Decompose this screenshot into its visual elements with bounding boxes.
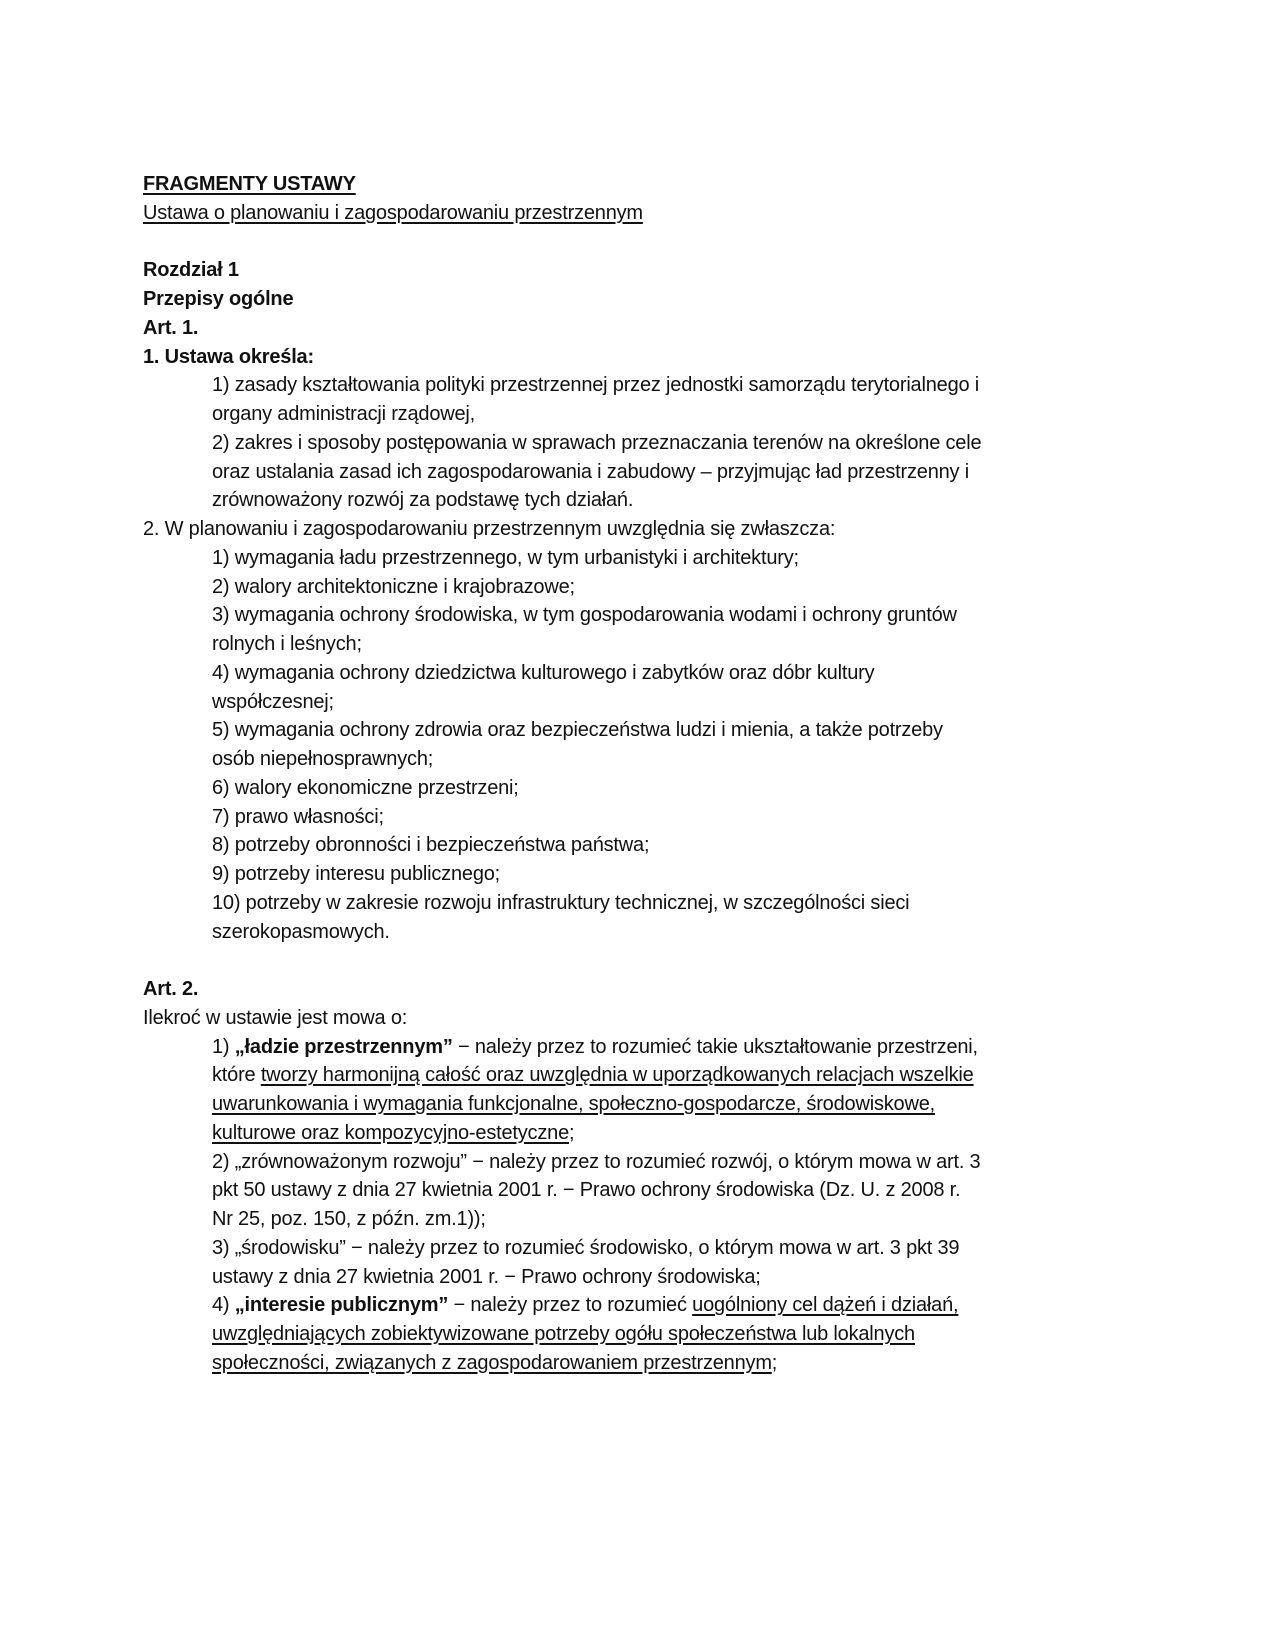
text-segment: osób niepełnosprawnych; [212, 748, 434, 770]
underlined-text: społeczności, związanych z zagospodarowaniem przestrzennym [212, 1351, 772, 1374]
text-line [212, 400, 475, 428]
text-line [212, 630, 362, 658]
text-segment: 8) potrzeby obronności i bezpieczeństwa państwa; [212, 834, 650, 857]
text-segment: Ilekroć w ustawie jest mowa o: [143, 1006, 408, 1029]
text-segment: 2) zakres i sposoby postępowania w sprawach przeznaczania terenów na określone cele [212, 431, 982, 454]
text-line [143, 256, 239, 284]
text-line [212, 486, 633, 514]
text-segment: 1) zasady kształtowania polityki przestrzennej przez jednostki samorządu terytorialnego i [212, 374, 980, 397]
text-line [212, 803, 384, 831]
text-line [143, 170, 356, 198]
text-segment: 1) wymagania ładu przestrzennego, w tym urbanistyki i architektury; [212, 546, 799, 569]
text-segment: ; [771, 1351, 778, 1374]
text-line [143, 314, 198, 342]
text-segment: 9) potrzeby interesu publicznego; [212, 863, 501, 885]
text-line [212, 1090, 935, 1118]
text-segment: szerokopasmowych. [212, 920, 390, 943]
text-line [212, 1263, 761, 1291]
text-segment: ; [569, 1121, 575, 1144]
underlined-text: Ustawa o planowaniu i zagospodarowaniu przestrzennym [143, 201, 643, 224]
text-line [212, 1061, 974, 1089]
underlined-text: tworzy harmonijną całość oraz uwzględnia w uporządkowanych relacjach wszelkie [260, 1064, 974, 1087]
text-line [212, 458, 969, 486]
text-line [143, 285, 293, 313]
text-line [212, 601, 957, 629]
text-segment: organy administracji rządowej, [212, 403, 476, 425]
text-segment: 5) wymagania ochrony zdrowia oraz bezpieczeństwa ludzi i mienia, a także potrzeby [212, 719, 943, 742]
text-line [212, 860, 500, 888]
bold-term: Art. 1. [143, 316, 199, 339]
text-segment: 6) walory ekonomiczne przestrzeni; [212, 776, 519, 799]
text-segment: 4) [212, 1294, 235, 1317]
text-line [212, 1234, 959, 1262]
text-segment: 7) prawo własności; [212, 805, 384, 828]
text-line [212, 659, 874, 687]
text-line [212, 1033, 978, 1061]
text-segment: ustawy z dnia 27 kwietnia 2001 r. − Prawo ochrony środowiska; [212, 1265, 761, 1288]
text-line [212, 429, 981, 457]
bold-term: „interesie publicznym” [234, 1294, 449, 1317]
text-line [212, 774, 519, 802]
text-line [212, 745, 433, 773]
text-line [212, 1205, 486, 1233]
text-line [212, 1349, 777, 1377]
text-line [143, 343, 314, 371]
underlined-text: kulturowe oraz kompozycyjno-estetyczne [212, 1121, 569, 1144]
text-segment: − należy przez to rozumieć [448, 1294, 693, 1317]
text-line [212, 918, 390, 946]
text-line [212, 1176, 960, 1204]
text-segment: które [212, 1064, 261, 1087]
text-segment: Nr 25, poz. 150, z późn. zm.1)); [212, 1208, 486, 1230]
text-line [212, 371, 979, 399]
text-line [143, 975, 198, 1003]
bold-term: FRAGMENTY USTAWY [143, 173, 356, 195]
bold-term: Przepisy ogólne [143, 288, 294, 310]
underlined-text: uogólniony cel dążeń i działań, [692, 1294, 959, 1317]
text-line [212, 688, 334, 716]
text-line [212, 1119, 574, 1147]
text-segment: pkt 50 ustawy z dnia 27 kwietnia 2001 r. − Prawo ochrony środowiska (Dz. U. z 2008 r. [212, 1179, 961, 1202]
text-segment: rolnych i leśnych; [212, 633, 362, 655]
underlined-text: uwarunkowania i wymagania funkcjonalne, społeczno-gospodarcze, środowiskowe, [212, 1093, 935, 1115]
text-segment: zrównoważony rozwój za podstawę tych działań. [212, 489, 634, 512]
bold-term: 1. Ustawa określa: [143, 345, 314, 368]
text-line [212, 716, 943, 744]
text-segment: 3) „środowisku” − należy przez to rozumieć środowisko, o którym mowa w art. 3 pkt 39 [212, 1236, 960, 1259]
text-segment: współczesnej; [212, 690, 334, 713]
text-segment: 4) wymagania ochrony dziedzictwa kulturowego i zabytków oraz dóbr kultury [212, 661, 875, 684]
text-segment: oraz ustalania zasad ich zagospodarowania i zabudowy – przyjmując ład przestrzenny i [212, 460, 969, 483]
text-segment: 10) potrzeby w zakresie rozwoju infrastruktury technicznej, w szczególności sieci [212, 891, 910, 914]
text-line [212, 1148, 980, 1176]
text-line [212, 1320, 915, 1348]
bold-term: „ładzie przestrzennym” [234, 1035, 453, 1058]
text-line [143, 199, 643, 227]
text-segment: − należy przez to rozumieć takie ukształtowanie przestrzeni, [452, 1035, 978, 1058]
text-segment: 2) „zrównoważonym rozwoju” − należy przez to rozumieć rozwój, o którym mowa w art. 3 [212, 1150, 981, 1173]
text-line [212, 544, 799, 572]
text-segment: 2. W planowaniu i zagospodarowaniu przestrzennym uwzględnia się zwłaszcza: [143, 518, 836, 540]
text-line [212, 889, 909, 917]
text-line [143, 1004, 407, 1032]
bold-term: Rozdział 1 [143, 259, 239, 282]
bold-term: Art. 2. [143, 978, 199, 1000]
text-line [212, 831, 649, 859]
text-line [143, 515, 835, 543]
text-segment: 2) walory architektoniczne i krajobrazowe; [212, 575, 575, 598]
text-segment: 1) [212, 1035, 235, 1058]
text-line [212, 573, 575, 601]
text-line [212, 1291, 958, 1319]
text-segment: 3) wymagania ochrony środowiska, w tym gospodarowania wodami i ochrony gruntów [212, 604, 957, 627]
underlined-text: uwzględniających zobiektywizowane potrzeby ogółu społeczeństwa lub lokalnych [212, 1323, 915, 1345]
